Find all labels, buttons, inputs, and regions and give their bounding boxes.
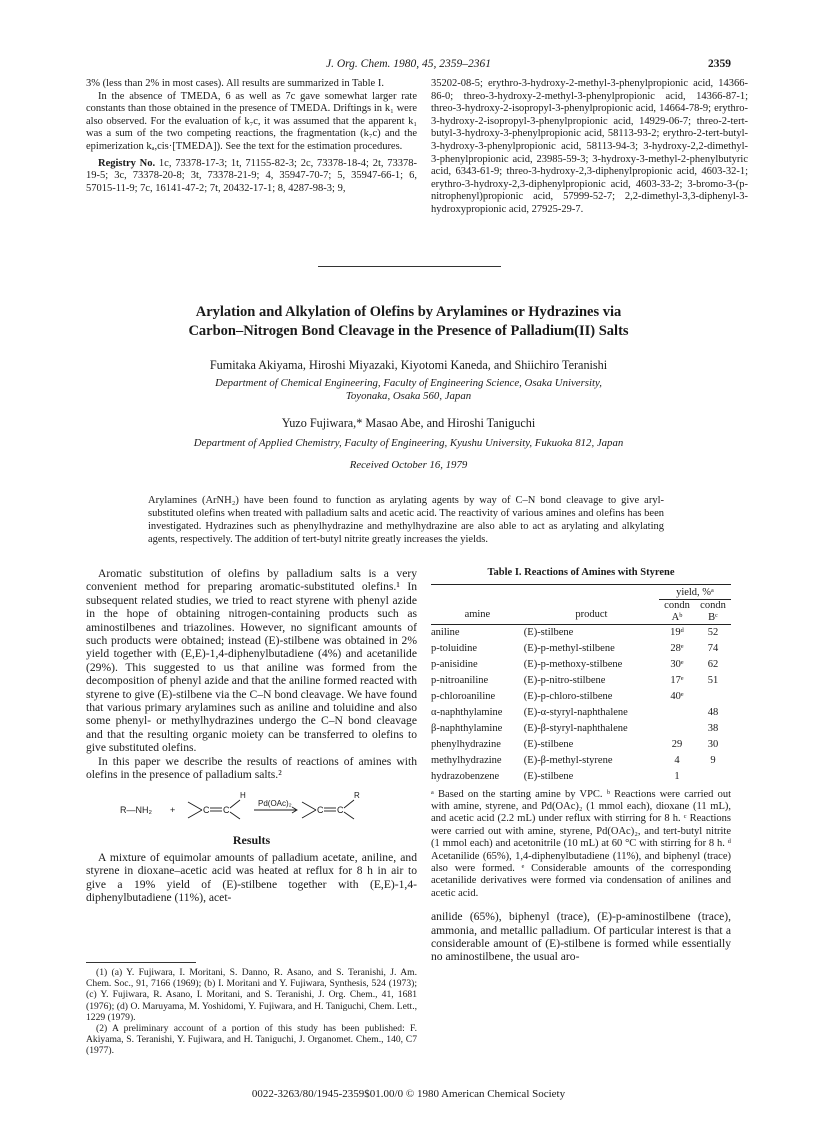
table-body — [431, 624, 731, 785]
affiliation-line: Department of Chemical Engineering, Faculty of Engineering Science, Osaka University, — [215, 377, 602, 389]
condn-a-cell: 30ᵉ — [670, 658, 684, 670]
table-row — [431, 689, 731, 705]
registry-continued: 35202-08-5; erythro-3-hydroxy-2-methyl-3-phenylpropionic acid, 14366-86-0; threo-3-hydroxy-2-methyl-3-phenylpropionic acid, 14366-87-1; threo-3-hydroxy-2-isopropyl-3-phenylpropionic acid, 14664-78-9; erythro-3-hydroxy-2-isopropyl-3-phenylpropionic acid, 14929-06-7; threo-2-tert-butyl-3-hydroxy-3-phenylpropionic acid, 58113-93-2; erythro-2-tert-butyl-3-hydroxy-3-phenylpropionic acid, 58113-94-3; 3-hydroxy-2,2-dimethyl-3-phenylpropionic acid, 23985-59-3; 3-hydroxy-3-methyl-2-phenylbutyric acid, 6343-61-9; threo-3-hydroxy-2,3-diphenylpropionic acid, 4603-32-1; erythro-3-hydroxy-2,3-diphenylpropionic acid, 4603-33-2; 3-bromo-3-(p-nitrophenyl)propionic acid, 57999-52-7; 2,2-dimethyl-3,3-diphenyl-3-hydroxypropionic acid, 27925-29-7. — [431, 78, 748, 215]
amine-cell: α-naphthylamine — [431, 706, 503, 718]
page-number: 2359 — [708, 58, 731, 70]
plus-sign: + — [170, 804, 176, 815]
condn-b-cell: 30 — [707, 738, 719, 750]
reaction-scheme — [86, 786, 417, 826]
carbon-label: C — [337, 804, 344, 815]
registry-text: 1c, 73378-17-3; 1t, 71155-82-3; 2c, 73378-18-4; 2t, 73378-19-5; 3c, 73378-20-8; 3t, 73378-21-9; 4, 35947-70-7; 5, 35947-66-1; 6, 57015-11-9; 7c, 16141-47-2; 7t, 20432-17-1; 8, 4287-98-3; 9, — [86, 157, 417, 194]
table-row — [431, 641, 731, 657]
column-header-product: product — [575, 609, 608, 621]
product-cell: (E)-stilbene — [524, 624, 659, 641]
affiliation: Department of Applied Chemistry, Faculty of Engineering, Kyushu University, Fukuoka 812, Japan — [193, 437, 624, 449]
condn-a-cell — [659, 705, 695, 721]
column-header-condn-b: condn Bᶜ — [695, 599, 731, 624]
amine-cell: p-nitroaniline — [431, 674, 489, 686]
amine-cell: p-anisidine — [431, 658, 478, 670]
product-cell: (E)-p-methyl-stilbene — [523, 642, 615, 654]
reactant-label: R—NH₂ — [120, 804, 152, 815]
condn-a-cell: 29 — [671, 738, 683, 750]
condn-a-cell: 17ᵉ — [670, 674, 684, 686]
footnotes — [86, 967, 417, 1057]
condn-a-cell: 28ᵉ — [670, 642, 684, 654]
table-row — [431, 673, 731, 689]
table-row — [431, 769, 731, 785]
table-row — [431, 624, 731, 641]
prev-article-left-column — [86, 78, 417, 195]
footnote: (2) A preliminary account of a portion of this study has been published: F. Akiyama, S. Teranishi, Y. Fujiwara, and H. Taniguchi, J. Organomet. Chem., 140, C7 (1977). — [86, 1023, 417, 1057]
product-cell: (E)-β-styryl-naphthalene — [523, 722, 628, 734]
running-head: J. Org. Chem. 1980, 45, 2359–2361 — [325, 58, 492, 70]
condn-a-cell: 1 — [674, 770, 680, 782]
amine-cell: methylhydrazine — [431, 754, 502, 766]
condn-b-cell: 38 — [707, 722, 719, 734]
condn-b-cell — [695, 769, 731, 785]
carbon-label: C — [223, 804, 230, 815]
condn-b-cell: 62 — [707, 658, 719, 670]
reaction-scheme-drawing — [86, 786, 417, 826]
results-heading: Results — [232, 832, 271, 847]
column-header-amine: amine — [464, 609, 491, 621]
condn-b-cell: 74 — [707, 642, 719, 654]
table-notes: ᵃ Based on the starting amine by VPC. ᵇ Reactions were carried out with amine, styrene, and Pd(OAc)₂ (1 mmol each), dioxane (11 mL), and acetic acid (2.2 mL) under reflux with stirring for 8 h. ᶜ Reactions were carried out with amine, styrene, Pd(OAc)₂, and tert-butyl nitrite (1 mmol each) and acetonitrile (10 mL) at 60 °C with stirring for 8 h. ᵈ Acetanilide (65%), 1,4-diphenylbutadiene (11%), and biphenyl (trace) also were formed. ᵉ Considerable amounts of the corresponding acetanilide derivatives were formed via condensation of anilines and acetic acid. — [431, 788, 731, 899]
footnote-rule — [86, 962, 196, 963]
amine-cell: aniline — [431, 624, 524, 641]
footnote: (1) (a) Y. Fujiwara, I. Moritani, S. Danno, R. Asano, and S. Teranishi, J. Am. Chem. Soc., 91, 7166 (1969); (b) I. Moritani and Y. Fujiwara, Synthesis, 524 (1973); (c) Y. Fujiwara, R. Asano, I. Moritani, and S. Teranishi, J. Org. Chem., 41, 1681 (1976); (d) O. Maruyama, M. Yoshidomi, Y. Fujiwara, and H. Taniguchi, Chem. Lett., 1229 (1979). — [86, 967, 417, 1023]
article-title — [0, 303, 817, 341]
column-header-condn-a: condn Aᵇ — [659, 599, 695, 624]
product-cell: (E)-β-methyl-styrene — [523, 754, 613, 766]
amine-cell: hydrazobenzene — [431, 770, 500, 782]
amine-cell: p-toluidine — [431, 642, 478, 654]
condn-b-cell — [695, 689, 731, 705]
title-line: Arylation and Alkylation of Olefins by Arylamines or Hydrazines via — [195, 304, 622, 320]
table-1 — [431, 567, 731, 964]
table-row — [431, 737, 731, 753]
body-paragraph: A mixture of equimolar amounts of palladium acetate, aniline, and styrene in dioxane–acetic acid was heated at reflux for 8 h in air to give a 19% yield of (E)-stilbene together with (E,E)-1,4-diphenylbutadiene (11%), acet- — [86, 850, 417, 905]
product-cell: (E)-p-nitro-stilbene — [523, 674, 606, 686]
carbon-label: C — [203, 804, 210, 815]
registry-label: Registry No. — [98, 157, 156, 169]
condn-a-cell — [659, 721, 695, 737]
condn-a-cell: 4 — [674, 754, 680, 766]
hydrogen-label: H — [240, 790, 246, 800]
affiliation-line: Toyonaka, Osaka 560, Japan — [345, 390, 472, 402]
article-divider — [318, 266, 501, 267]
body-paragraph: In this paper we describe the results of reactions of amines with olefins in the presence of palladium salts.² — [86, 754, 417, 782]
prev-article-right-column — [417, 78, 748, 217]
table-row — [431, 753, 731, 769]
carbon-label: C — [317, 804, 324, 815]
prev-article-paragraph: 3% (less than 2% in most cases). All results are summarized in Table I. — [86, 78, 384, 89]
table-row — [431, 721, 731, 737]
condn-b-cell: 51 — [707, 674, 719, 686]
affiliation — [0, 377, 817, 403]
author-list: Fumitaka Akiyama, Hiroshi Miyazaki, Kiyotomi Kaneda, and Shiichiro Teranishi — [209, 358, 608, 372]
condn-a-cell: 40ᵉ — [670, 690, 684, 702]
product-cell: (E)-p-methoxy-stilbene — [523, 658, 623, 670]
condn-b-cell: 48 — [707, 706, 719, 718]
table-row — [431, 657, 731, 673]
condn-b-cell: 52 — [695, 624, 731, 641]
page-footer: 0022-3263/80/1945-2359$01.00/0 © 1980 American Chemical Society — [251, 1088, 566, 1100]
table-grid — [431, 584, 731, 785]
table-row — [431, 705, 731, 721]
product-cell: (E)-stilbene — [523, 770, 574, 782]
table-caption: Table I. Reactions of Amines with Styrene — [487, 567, 675, 578]
author-list: Yuzo Fujiwara,* Masao Abe, and Hiroshi Taniguchi — [281, 416, 536, 430]
received-date: Received October 16, 1979 — [349, 459, 468, 471]
amine-cell: phenylhydrazine — [431, 738, 501, 750]
product-cell: (E)-α-styryl-naphthalene — [523, 706, 628, 718]
condn-b-cell: 9 — [710, 754, 716, 766]
r-group-label: R — [354, 790, 360, 800]
reagent-label: Pd(OAc)₂ — [258, 798, 292, 808]
product-cell: (E)-p-chloro-stilbene — [523, 690, 613, 702]
amine-cell: β-naphthylamine — [431, 722, 503, 734]
product-cell: (E)-stilbene — [523, 738, 574, 750]
registry-numbers — [86, 158, 417, 196]
condn-a-cell: 19ᵈ — [659, 624, 695, 641]
yield-header: yield, %ᵃ — [659, 584, 731, 599]
abstract: Arylamines (ArNH₂) have been found to function as arylating agents by way of C–N bond cleavage to give aryl-substituted olefins when treated with palladium salts and acetic acid. The reactivity of various amines and olefins has been investigated. Hydrazines such as phenylhydrazine and methylhydrazine are also able to act as arylating and alkylating agents, respectively. The addition of tert-butyl nitrite greatly increases the yields. — [148, 495, 664, 545]
body-paragraph: anilide (65%), biphenyl (trace), (E)-p-aminostilbene (trace), ammonia, and metallic palladium. Of particular interest is that a considerable amount of (E)-stilbene is formed while essentially no aminostilbene, the usual aro- — [431, 910, 731, 964]
body-left-column — [86, 567, 417, 905]
amine-cell: p-chloroaniline — [431, 690, 496, 702]
prev-article-paragraph: In the absence of TMEDA, 6 as well as 7c gave somewhat larger rate constants than those obtained in the presence of TMEDA. Driftings in k₁ were also observed. For the evaluation of k₇c, it was assumed that the apparent k₁ was a sum of the two competing reactions, the fragmentation (k₇c) and the epimerization kₐ,cis·[TMEDA]). See the text for the estimation procedures. — [86, 90, 417, 152]
title-line: Carbon–Nitrogen Bond Cleavage in the Presence of Palladium(II) Salts — [188, 323, 629, 339]
body-paragraph: Aromatic substitution of olefins by palladium salts is a very convenient method for preparing aromatic-substituted olefins.¹ In subsequent related studies, we tried to react styrene with phenyl azide in the hope of obtaining nitrogen-containing products such as aminostilbenes and triazolines. However, no significant amounts of such products were obtained; instead (E)-stilbene was obtained in 2% yield together with (E,E)-1,4-diphenylbutadiene (4%) and acetanilide (29%). This suggested to us that aniline was formed from the decomposition of phenyl azide and that the aniline formed reacted with styrene to give (E)-stilbene via the C–N bond cleavage. We have found that various primary arylamines such as aniline and toluidine and also some phenyl- or methylhydrazines undergo the C–N bond cleavage and that the resulting organic moiety can be transferred to olefins to give substituted olefins. — [86, 567, 417, 755]
